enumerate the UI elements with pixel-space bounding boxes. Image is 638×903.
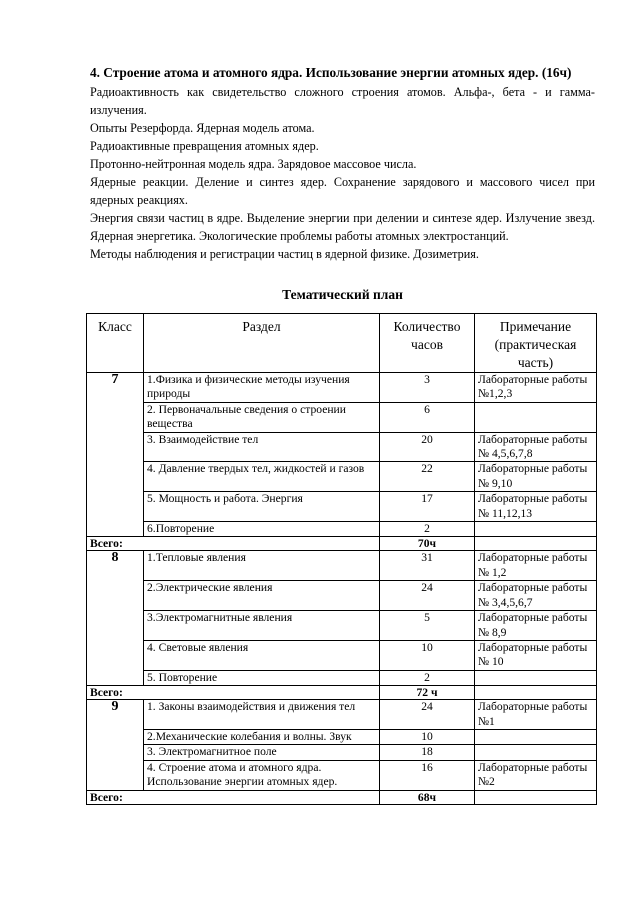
section-cell: 2.Электрические явления	[144, 581, 380, 611]
section-paragraph: Энергия связи частиц в ядре. Выделение энергии при делении и синтезе ядер. Излучение звезд. Ядерная энергетика. Экологические проблемы работы атомных электростанций.	[90, 210, 595, 243]
note-cell: Лабораторные работы №1,2,3	[475, 373, 597, 403]
hours-cell: 16	[380, 760, 475, 790]
table-row	[87, 640, 597, 670]
section-paragraph: Протонно-нейтронная модель ядра. Зарядовое массовое числа.	[90, 156, 417, 171]
total-row	[87, 790, 597, 804]
header-section: Раздел	[144, 314, 380, 373]
table-row	[87, 432, 597, 462]
hours-cell: 10	[380, 640, 475, 670]
hours-cell: 31	[380, 551, 475, 581]
hours-cell: 22	[380, 462, 475, 492]
table-row	[87, 760, 597, 790]
section-cell: 3. Взаимодействие тел	[144, 432, 380, 462]
grade-cell: 7	[87, 373, 144, 537]
section-cell: 1.Физика и физические методы изучения природы	[144, 373, 380, 403]
table-row	[87, 581, 597, 611]
total-note	[475, 537, 597, 551]
note-cell: Лабораторные работы № 8,9	[475, 611, 597, 641]
section-title: 4. Строение атома и атомного ядра. Использование энергии атомных ядер. (16ч)	[90, 65, 572, 80]
section-paragraph: Методы наблюдения и регистрации частиц в ядерной физике. Дозиметрия.	[90, 246, 479, 261]
hours-cell: 5	[380, 611, 475, 641]
table-row	[87, 700, 597, 730]
thematic-plan-table	[86, 313, 597, 805]
total-hours: 72 ч	[380, 686, 475, 700]
hours-cell: 2	[380, 670, 475, 685]
table-row	[87, 745, 597, 760]
section-paragraph: Ядерные реакции. Деление и синтез ядер. Сохранение зарядового и массового чисел при ядерных реакциях.	[90, 174, 595, 207]
hours-cell: 2	[380, 522, 475, 537]
section-cell: 5. Мощность и работа. Энергия	[144, 492, 380, 522]
table-row	[87, 462, 597, 492]
total-row	[87, 537, 597, 551]
total-label: Всего:	[87, 790, 380, 804]
hours-cell: 20	[380, 432, 475, 462]
section-cell: 3.Электромагнитные явления	[144, 611, 380, 641]
section-cell: 2. Первоначальные сведения о строении вещества	[144, 402, 380, 432]
table-row	[87, 611, 597, 641]
table-row	[87, 373, 597, 403]
table-row	[87, 729, 597, 744]
hours-cell: 18	[380, 745, 475, 760]
note-cell: Лабораторные работы № 3,4,5,6,7	[475, 581, 597, 611]
hours-cell: 17	[380, 492, 475, 522]
section-cell: 4. Световые явления	[144, 640, 380, 670]
plan-title: Тематический план	[282, 287, 403, 302]
total-note	[475, 686, 597, 700]
section-4	[90, 63, 595, 263]
note-cell: Лабораторные работы № 4,5,6,7,8	[475, 432, 597, 462]
section-paragraph: Радиоактивность как свидетельство сложного строения атомов. Альфа-, бета - и гамма-излучения.	[90, 84, 595, 117]
note-cell: Лабораторные работы № 1,2	[475, 551, 597, 581]
note-cell: Лабораторные работы №2	[475, 760, 597, 790]
hours-cell: 24	[380, 700, 475, 730]
section-cell: 4. Строение атома и атомного ядра. Использование энергии атомных ядер.	[144, 760, 380, 790]
header-grade: Класс	[87, 314, 144, 373]
section-cell: 2.Механические колебания и волны. Звук	[144, 729, 380, 744]
table-row	[87, 551, 597, 581]
header-hours: Количество часов	[380, 314, 475, 373]
section-cell: 1.Тепловые явления	[144, 551, 380, 581]
note-cell: Лабораторные работы № 11,12,13	[475, 492, 597, 522]
table-row	[87, 522, 597, 537]
section-cell: 6.Повторение	[144, 522, 380, 537]
total-label: Всего:	[87, 686, 380, 700]
total-note	[475, 790, 597, 804]
table-row	[87, 492, 597, 522]
note-cell	[475, 729, 597, 744]
grade-cell: 9	[87, 700, 144, 790]
section-cell: 4. Давление твердых тел, жидкостей и газов	[144, 462, 380, 492]
note-cell	[475, 402, 597, 432]
total-hours: 70ч	[380, 537, 475, 551]
note-cell	[475, 522, 597, 537]
table-row	[87, 402, 597, 432]
hours-cell: 6	[380, 402, 475, 432]
header-note: Примечание (практическая часть)	[475, 314, 597, 373]
grade-cell: 8	[87, 551, 144, 686]
hours-cell: 24	[380, 581, 475, 611]
note-cell: Лабораторные работы №1	[475, 700, 597, 730]
total-row	[87, 686, 597, 700]
section-paragraph: Опыты Резерфорда. Ядерная модель атома.	[90, 120, 315, 135]
section-cell: 5. Повторение	[144, 670, 380, 685]
note-cell	[475, 670, 597, 685]
table-header-row	[87, 314, 597, 373]
hours-cell: 10	[380, 729, 475, 744]
section-cell: 3. Электромагнитное поле	[144, 745, 380, 760]
table-row	[87, 670, 597, 685]
hours-cell: 3	[380, 373, 475, 403]
total-label: Всего:	[87, 537, 380, 551]
total-hours: 68ч	[380, 790, 475, 804]
note-cell: Лабораторные работы № 9,10	[475, 462, 597, 492]
section-paragraph: Радиоактивные превращения атомных ядер.	[90, 138, 319, 153]
note-cell	[475, 745, 597, 760]
note-cell: Лабораторные работы № 10	[475, 640, 597, 670]
section-cell: 1. Законы взаимодействия и движения тел	[144, 700, 380, 730]
